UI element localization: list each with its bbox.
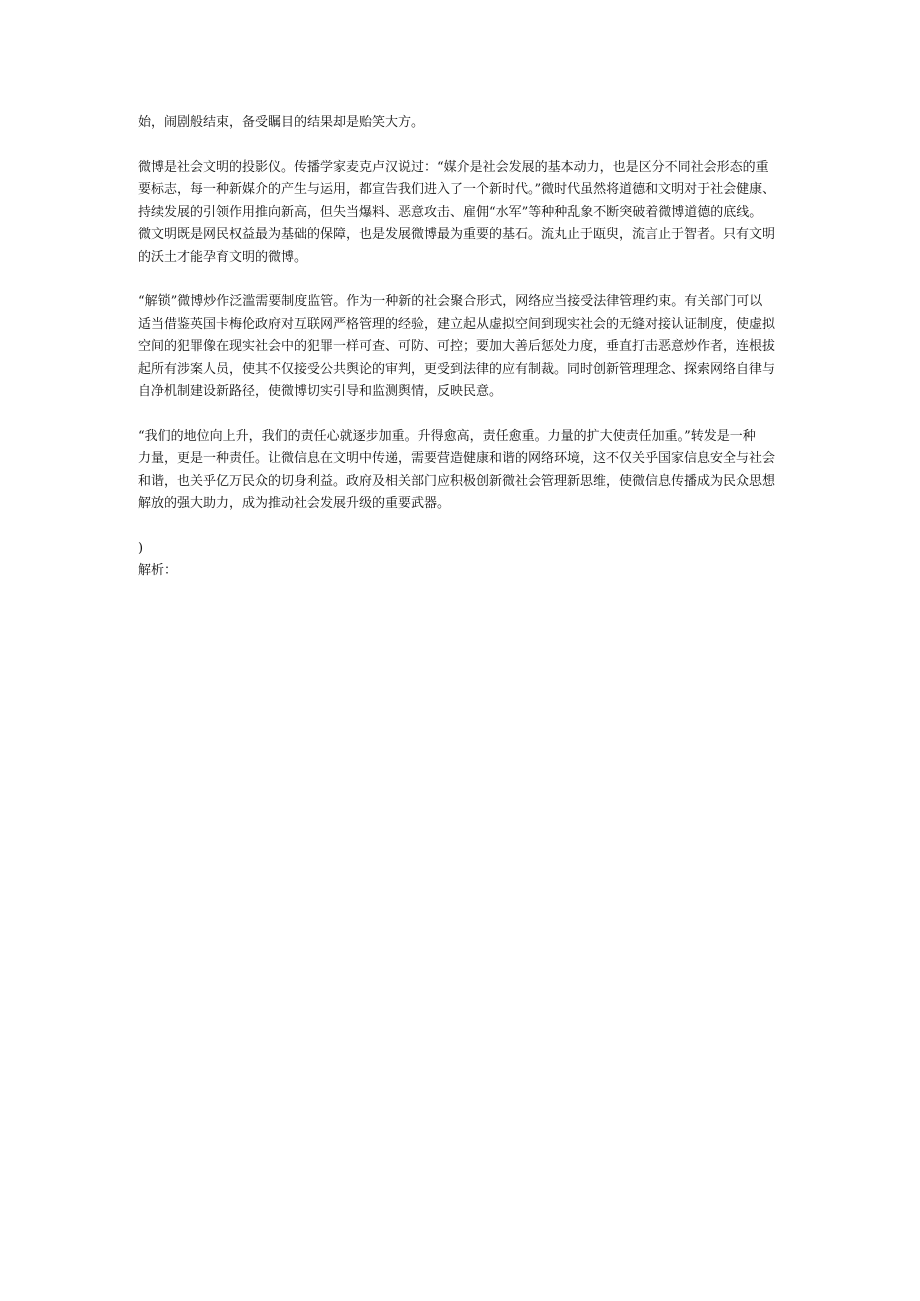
analysis-label: 解析： bbox=[138, 563, 178, 578]
document-body bbox=[138, 112, 786, 583]
paragraph-4 bbox=[138, 426, 786, 516]
text-line: 力量，更是一种责任。让微信息在文明中传递，需要营造健康和谐的网络环境，这不仅关乎国家信息安全与社会 bbox=[138, 451, 776, 466]
text-line: 持续发展的引领作用推向新高，但失当爆料、恶意攻击、雇佣“水军”等种种乱象不断突破着微博道德的底线。 bbox=[138, 204, 763, 220]
text-line: 微文明既是网民权益最为基础的保障，也是发展微博最为重要的基石。流丸止于瓯臾，流言止于智者。只有文明 bbox=[138, 227, 776, 242]
text-line: 空间的犯罪像在现实社会中的犯罪一样可查、可防、可控；要加大善后惩处力度，垂直打击恶意炒作者，连根拔 bbox=[138, 339, 776, 354]
text-line: 始，闹剧般结束，备受瞩目的结果却是贻笑大方。 bbox=[138, 115, 425, 130]
text-line: 解放的强大助力，成为推动社会发展升级的重要武器。 bbox=[138, 496, 451, 511]
text-line: 和谐，也关乎亿万民众的切身利益。政府及相关部门应积极创新微社会管理新思维，使微信息传播成为民众思想 bbox=[138, 473, 776, 489]
text-line: 自净机制建设新路径，使微博切实引导和监测舆情，反映民意。 bbox=[138, 384, 503, 399]
text-line: 微博是社会文明的投影仪。传播学家麦克卢汉说过：“媒介是社会发展的基本动力，也是区分不同社会形态的重 bbox=[138, 159, 769, 175]
paragraph-2 bbox=[138, 157, 786, 270]
closing-paren-block bbox=[138, 538, 786, 561]
text-line: 起所有涉案人员，使其不仅接受公共舆论的审判，更受到法律的应有制裁。同时创新管理理念、探索网络自律与 bbox=[138, 361, 776, 377]
closing-paren: ) bbox=[138, 540, 144, 556]
analysis-block bbox=[138, 560, 786, 583]
text-line: 要标志，每一种新媒介的产生与运用，都宣告我们进入了一个新时代。”微时代虽然将道德和文明对于社会健康、 bbox=[138, 182, 776, 197]
paragraph-3 bbox=[138, 291, 786, 404]
text-line: 适当借鉴英国卡梅伦政府对互联网严格管理的经验，建立起从虚拟空间到现实社会的无缝对接认证制度，使虚拟 bbox=[138, 316, 776, 332]
text-line: 的沃土才能孕育文明的微博。 bbox=[138, 249, 308, 265]
paragraph-1 bbox=[138, 112, 786, 135]
text-line: “我们的地位向上升，我们的责任心就逐步加重。升得愈高，责任愈重。力量的扩大使责任加重。”转发是一种 bbox=[138, 428, 756, 444]
text-line: “解锁”微博炒作泛滥需要制度监管。作为一种新的社会聚合形式，网络应当接受法律管理约束。有关部门可以 bbox=[138, 294, 763, 309]
